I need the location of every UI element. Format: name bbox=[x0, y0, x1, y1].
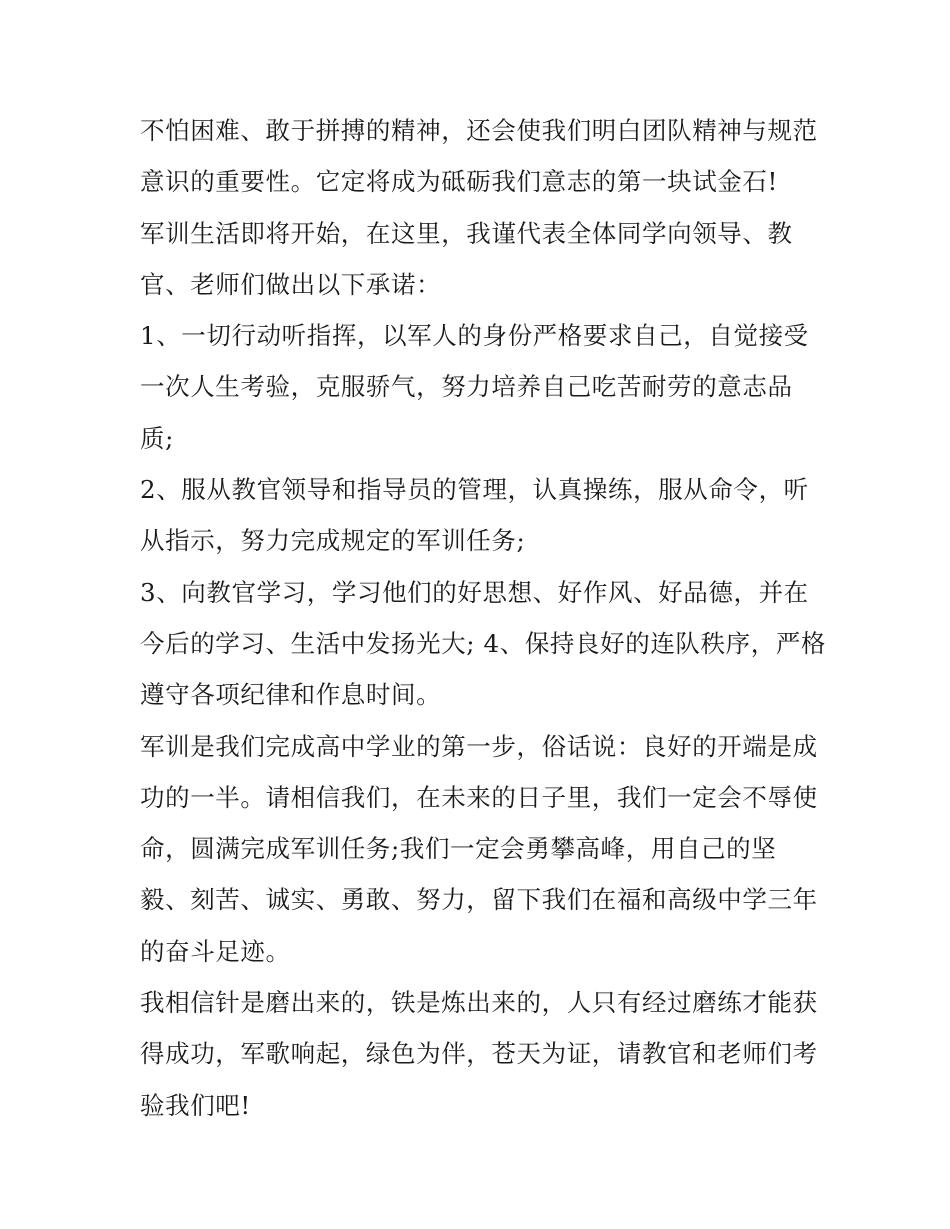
text-line: 官、老师们做出以下承诺： bbox=[140, 269, 442, 299]
text-line: 从指示，努力完成规定的军训任务; bbox=[140, 526, 526, 556]
text-line: 我相信针是磨出来的，铁是炼出来的，人只有经过磨练才能获 bbox=[140, 988, 818, 1018]
text-line: 得成功，军歌响起，绿色为伴，苍天为证，请教官和老师们考 bbox=[140, 1039, 818, 1069]
text-line: 遵守各项纪律和作息时间。 bbox=[140, 680, 442, 710]
text-line: 今后的学习、生活中发扬光大; 4、保持良好的连队秩序，严格 bbox=[140, 628, 827, 658]
text-line: 验我们吧! bbox=[140, 1090, 251, 1120]
text-line: 2、服从教官领导和指导员的管理，认真操练，服从命令，听 bbox=[140, 475, 809, 505]
text-line: 3、向教官学习，学习他们的好思想、好作风、好品德，并在 bbox=[140, 577, 809, 607]
text-line: 1、一切行动听指挥，以军人的身份严格要求自己，自觉接受 bbox=[140, 321, 809, 351]
text-line: 命，圆满完成军训任务;我们一定会勇攀高峰，用自己的坚 bbox=[140, 834, 777, 864]
document-body bbox=[140, 105, 827, 1131]
text-line: 军训是我们完成高中学业的第一步，俗话说：良好的开端是成 bbox=[140, 731, 818, 761]
text-line: 功的一半。请相信我们，在未来的日子里，我们一定会不辱使 bbox=[140, 782, 818, 812]
text-line: 不怕困难、敢于拼搏的精神，还会使我们明白团队精神与规范 bbox=[140, 116, 818, 145]
text-line: 的奋斗足迹。 bbox=[140, 936, 291, 966]
text-line: 意识的重要性。它定将成为砥砺我们意志的第一块试金石! bbox=[140, 167, 778, 197]
text-line: 一次人生考验，克服骄气，努力培养自己吃苦耐劳的意志品 bbox=[140, 372, 793, 402]
text-line: 毅、刻苦、诚实、勇敢、努力，留下我们在福和高级中学三年 bbox=[140, 885, 818, 915]
text-line: 质; bbox=[140, 423, 174, 453]
text-line: 军训生活即将开始，在这里，我谨代表全体同学向领导、教 bbox=[140, 218, 793, 248]
